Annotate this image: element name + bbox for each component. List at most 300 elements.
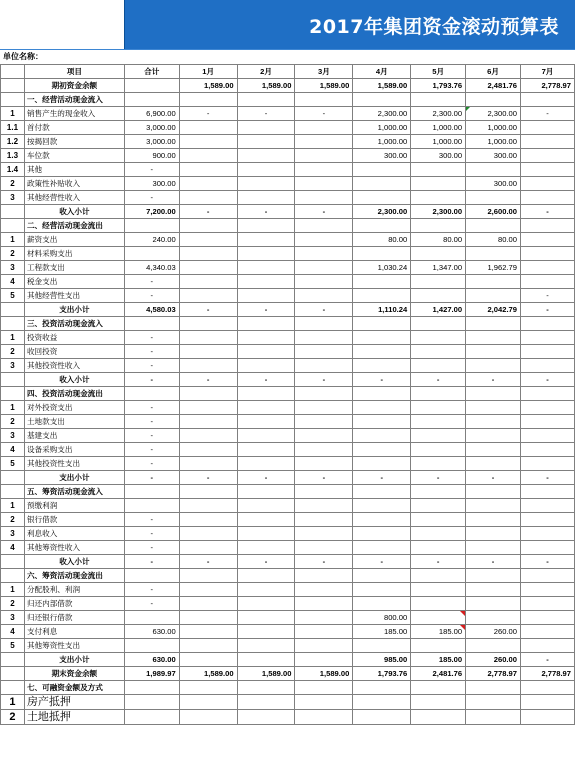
table-cell[interactable] [466,387,521,401]
table-cell[interactable]: - [353,373,411,387]
table-cell[interactable]: 2,300.00 [411,205,466,219]
row-label[interactable]: 其他筹资性收入 [24,541,124,555]
table-cell[interactable]: 630.00 [124,653,179,667]
table-cell[interactable] [179,695,237,710]
table-cell[interactable] [295,401,353,415]
table-cell[interactable] [295,261,353,275]
table-cell[interactable] [466,247,521,261]
table-cell[interactable] [179,149,237,163]
row-label[interactable]: 设备采购支出 [24,443,124,457]
column-header[interactable]: 4月 [353,65,411,79]
table-cell[interactable] [237,93,295,107]
table-cell[interactable]: 1,589.00 [237,667,295,681]
table-cell[interactable] [237,345,295,359]
table-cell[interactable] [237,135,295,149]
table-cell[interactable] [411,569,466,583]
table-cell[interactable] [466,583,521,597]
row-label[interactable]: 首付款 [24,121,124,135]
table-cell[interactable] [353,317,411,331]
table-cell[interactable] [411,681,466,695]
table-cell[interactable] [521,359,575,373]
row-label[interactable]: 其他 [24,163,124,177]
row-index[interactable] [1,569,25,583]
table-cell[interactable]: - [124,191,179,205]
table-cell[interactable]: - [521,653,575,667]
table-cell[interactable] [411,359,466,373]
table-cell[interactable] [353,177,411,191]
table-cell[interactable] [179,233,237,247]
table-cell[interactable] [295,289,353,303]
table-cell[interactable]: 7,200.00 [124,205,179,219]
row-label[interactable]: 七、可融资金额及方式 [24,681,124,695]
table-cell[interactable] [237,121,295,135]
table-cell[interactable] [353,401,411,415]
table-cell[interactable] [124,569,179,583]
table-cell[interactable] [237,163,295,177]
table-cell[interactable] [179,261,237,275]
row-label[interactable]: 土地抵押 [24,710,124,725]
row-label[interactable]: 分配股利、利润 [24,583,124,597]
row-label[interactable]: 房产抵押 [24,695,124,710]
table-cell[interactable] [411,247,466,261]
table-cell[interactable]: - [295,205,353,219]
row-label[interactable]: 收回投资 [24,345,124,359]
table-cell[interactable] [466,597,521,611]
row-index[interactable]: 1 [1,695,25,710]
table-cell[interactable]: - [466,373,521,387]
table-cell[interactable] [411,219,466,233]
table-cell[interactable] [411,499,466,513]
table-cell[interactable] [411,597,466,611]
row-index[interactable]: 1 [1,499,25,513]
table-cell[interactable]: - [521,555,575,569]
table-cell[interactable] [521,247,575,261]
table-cell[interactable] [179,513,237,527]
table-cell[interactable]: - [179,303,237,317]
table-cell[interactable]: - [124,289,179,303]
table-cell[interactable] [179,639,237,653]
table-cell[interactable]: - [124,163,179,177]
table-cell[interactable] [179,653,237,667]
table-cell[interactable] [295,191,353,205]
table-cell[interactable]: 1,989.97 [124,667,179,681]
row-label[interactable]: 投资收益 [24,331,124,345]
table-cell[interactable] [353,457,411,471]
table-cell[interactable] [466,219,521,233]
table-cell[interactable]: 2,300.00 [353,205,411,219]
table-cell[interactable] [295,695,353,710]
table-cell[interactable] [521,611,575,625]
table-cell[interactable] [237,331,295,345]
table-cell[interactable] [521,429,575,443]
table-cell[interactable] [124,499,179,513]
table-cell[interactable] [295,485,353,499]
column-header[interactable]: 合计 [124,65,179,79]
row-label[interactable]: 期初资金余额 [24,79,124,93]
table-cell[interactable] [521,499,575,513]
table-cell[interactable]: - [295,471,353,485]
row-label[interactable]: 其他投资性支出 [24,457,124,471]
table-cell[interactable]: - [179,471,237,485]
table-cell[interactable]: - [521,205,575,219]
table-cell[interactable]: 985.00 [353,653,411,667]
table-cell[interactable] [295,345,353,359]
table-cell[interactable]: 2,481.76 [411,667,466,681]
table-cell[interactable] [521,513,575,527]
table-cell[interactable] [411,331,466,345]
row-index[interactable] [1,317,25,331]
table-cell[interactable] [237,219,295,233]
table-cell[interactable] [353,387,411,401]
table-cell[interactable] [295,611,353,625]
row-index[interactable]: 5 [1,457,25,471]
table-cell[interactable]: - [124,527,179,541]
row-index[interactable] [1,667,25,681]
table-cell[interactable] [521,457,575,471]
table-cell[interactable] [295,387,353,401]
table-cell[interactable] [466,289,521,303]
table-cell[interactable] [353,513,411,527]
unit-name-row[interactable] [0,50,575,64]
row-label[interactable]: 销售产生的现金收入 [24,107,124,121]
table-cell[interactable] [295,317,353,331]
table-cell[interactable]: - [411,373,466,387]
table-cell[interactable] [124,710,179,725]
table-cell[interactable] [124,681,179,695]
row-label[interactable]: 其他投资性收入 [24,359,124,373]
table-cell[interactable]: 2,300.00 [353,107,411,121]
table-cell[interactable] [237,275,295,289]
row-index[interactable]: 3 [1,527,25,541]
table-cell[interactable] [295,415,353,429]
table-cell[interactable] [466,331,521,345]
table-cell[interactable] [179,177,237,191]
row-label[interactable]: 二、经营活动现金流出 [24,219,124,233]
table-cell[interactable]: 80.00 [466,233,521,247]
table-cell[interactable]: 2,778.97 [466,667,521,681]
row-label[interactable]: 银行借款 [24,513,124,527]
table-cell[interactable] [466,681,521,695]
row-label[interactable]: 一、经营活动现金流入 [24,93,124,107]
table-cell[interactable]: 80.00 [411,233,466,247]
table-cell[interactable]: 185.00 [411,625,466,639]
table-cell[interactable] [295,359,353,373]
table-cell[interactable] [237,401,295,415]
table-cell[interactable] [521,219,575,233]
table-cell[interactable] [411,387,466,401]
table-cell[interactable] [466,93,521,107]
table-cell[interactable] [237,177,295,191]
table-cell[interactable]: 1,962.79 [466,261,521,275]
row-index[interactable] [1,79,25,93]
table-cell[interactable] [237,583,295,597]
table-cell[interactable] [124,485,179,499]
table-cell[interactable] [237,541,295,555]
table-cell[interactable]: - [237,107,295,121]
table-cell[interactable] [179,135,237,149]
row-index[interactable]: 2 [1,177,25,191]
table-cell[interactable]: - [124,359,179,373]
row-label[interactable]: 基建支出 [24,429,124,443]
table-cell[interactable] [521,345,575,359]
row-label[interactable]: 按揭回款 [24,135,124,149]
table-cell[interactable] [466,443,521,457]
column-header[interactable]: 6月 [466,65,521,79]
table-cell[interactable] [353,597,411,611]
row-index[interactable]: 1 [1,583,25,597]
table-cell[interactable] [179,247,237,261]
table-cell[interactable]: 4,580.03 [124,303,179,317]
table-cell[interactable] [521,443,575,457]
table-cell[interactable] [521,317,575,331]
table-cell[interactable] [237,387,295,401]
table-cell[interactable]: - [411,555,466,569]
table-cell[interactable]: - [521,373,575,387]
table-cell[interactable]: - [295,303,353,317]
row-label[interactable]: 支出小计 [24,653,124,667]
row-label[interactable]: 支出小计 [24,303,124,317]
table-cell[interactable]: - [295,373,353,387]
row-index[interactable]: 2 [1,597,25,611]
row-index[interactable]: 1.3 [1,149,25,163]
table-cell[interactable] [353,275,411,289]
table-cell[interactable]: 2,300.00 [411,107,466,121]
table-cell[interactable] [521,485,575,499]
column-header[interactable]: 1月 [179,65,237,79]
table-cell[interactable] [295,177,353,191]
table-cell[interactable] [353,695,411,710]
row-index[interactable]: 3 [1,191,25,205]
table-cell[interactable] [237,359,295,373]
table-cell[interactable] [179,457,237,471]
table-cell[interactable]: 2,600.00 [466,205,521,219]
row-label[interactable]: 利息收入 [24,527,124,541]
table-cell[interactable] [353,527,411,541]
table-cell[interactable]: 300.00 [411,149,466,163]
row-label[interactable]: 政策性补贴收入 [24,177,124,191]
row-label[interactable]: 车位款 [24,149,124,163]
column-header[interactable]: 3月 [295,65,353,79]
table-cell[interactable] [411,695,466,710]
row-index[interactable]: 1 [1,401,25,415]
table-cell[interactable] [237,289,295,303]
table-cell[interactable] [237,191,295,205]
row-label[interactable]: 五、筹资活动现金流入 [24,485,124,499]
table-cell[interactable] [237,513,295,527]
table-cell[interactable] [237,569,295,583]
table-cell[interactable]: - [353,471,411,485]
table-cell[interactable]: 1,589.00 [179,667,237,681]
table-cell[interactable] [295,597,353,611]
table-cell[interactable]: - [124,597,179,611]
table-cell[interactable]: - [124,443,179,457]
table-cell[interactable] [237,625,295,639]
table-cell[interactable] [466,695,521,710]
table-cell[interactable]: 3,000.00 [124,121,179,135]
row-label[interactable]: 期末资金余额 [24,667,124,681]
table-cell[interactable]: - [295,555,353,569]
table-cell[interactable] [295,331,353,345]
table-cell[interactable] [179,387,237,401]
table-cell[interactable] [179,163,237,177]
table-cell[interactable] [521,149,575,163]
table-cell[interactable] [411,163,466,177]
table-cell[interactable]: 300.00 [466,177,521,191]
table-cell[interactable]: - [124,541,179,555]
table-cell[interactable] [353,499,411,513]
table-cell[interactable]: 630.00 [124,625,179,639]
table-cell[interactable]: - [124,583,179,597]
table-cell[interactable] [124,79,179,93]
row-index[interactable]: 5 [1,639,25,653]
row-label[interactable]: 材料采购支出 [24,247,124,261]
table-cell[interactable]: - [179,373,237,387]
table-cell[interactable] [353,345,411,359]
column-header[interactable]: 7月 [521,65,575,79]
table-cell[interactable] [179,93,237,107]
row-label[interactable]: 税金支出 [24,275,124,289]
table-cell[interactable] [521,191,575,205]
table-cell[interactable] [411,275,466,289]
table-cell[interactable]: - [124,373,179,387]
table-cell[interactable] [295,710,353,725]
table-cell[interactable] [124,247,179,261]
table-cell[interactable] [411,611,466,625]
table-cell[interactable]: 2,300.00 [466,107,521,121]
table-cell[interactable] [237,261,295,275]
row-index[interactable]: 4 [1,443,25,457]
table-cell[interactable] [237,415,295,429]
row-index[interactable]: 4 [1,275,25,289]
table-cell[interactable] [237,527,295,541]
table-cell[interactable]: 1,000.00 [353,121,411,135]
table-cell[interactable] [124,695,179,710]
row-index[interactable]: 1.4 [1,163,25,177]
table-cell[interactable] [179,681,237,695]
table-cell[interactable] [466,275,521,289]
table-cell[interactable] [353,415,411,429]
table-cell[interactable] [521,261,575,275]
table-cell[interactable] [295,457,353,471]
table-cell[interactable] [411,513,466,527]
table-cell[interactable]: 1,793.76 [411,79,466,93]
column-header[interactable]: 5月 [411,65,466,79]
table-cell[interactable] [124,387,179,401]
table-cell[interactable] [237,639,295,653]
table-cell[interactable]: - [411,471,466,485]
table-cell[interactable] [179,485,237,499]
table-cell[interactable] [295,541,353,555]
table-cell[interactable] [295,121,353,135]
table-cell[interactable]: 1,000.00 [411,121,466,135]
table-cell[interactable]: 300.00 [353,149,411,163]
table-cell[interactable] [411,710,466,725]
table-cell[interactable]: 1,030.24 [353,261,411,275]
table-cell[interactable] [353,710,411,725]
table-cell[interactable] [179,275,237,289]
table-cell[interactable]: 2,481.76 [466,79,521,93]
table-cell[interactable]: - [466,555,521,569]
table-cell[interactable]: 1,000.00 [411,135,466,149]
table-cell[interactable] [179,289,237,303]
row-index[interactable] [1,555,25,569]
table-cell[interactable] [466,429,521,443]
table-cell[interactable] [237,317,295,331]
table-cell[interactable] [466,569,521,583]
table-cell[interactable] [466,359,521,373]
row-index[interactable]: 2 [1,513,25,527]
table-cell[interactable] [521,331,575,345]
table-cell[interactable]: - [237,303,295,317]
table-cell[interactable] [353,485,411,499]
row-label[interactable]: 支付利息 [24,625,124,639]
row-label[interactable]: 收入小计 [24,373,124,387]
table-cell[interactable] [179,191,237,205]
table-cell[interactable]: 240.00 [124,233,179,247]
table-cell[interactable] [521,415,575,429]
table-cell[interactable] [124,639,179,653]
table-cell[interactable]: - [179,107,237,121]
table-cell[interactable]: 1,589.00 [237,79,295,93]
table-cell[interactable] [295,247,353,261]
table-cell[interactable] [411,639,466,653]
table-cell[interactable] [353,163,411,177]
table-cell[interactable] [295,149,353,163]
table-cell[interactable] [237,443,295,457]
table-cell[interactable] [295,527,353,541]
table-cell[interactable] [295,93,353,107]
table-cell[interactable] [179,597,237,611]
table-cell[interactable] [521,541,575,555]
table-cell[interactable] [466,710,521,725]
table-cell[interactable] [353,429,411,443]
table-cell[interactable] [237,695,295,710]
table-cell[interactable] [466,163,521,177]
row-index[interactable]: 2 [1,247,25,261]
row-index[interactable]: 3 [1,611,25,625]
table-cell[interactable] [521,695,575,710]
table-cell[interactable] [521,681,575,695]
table-cell[interactable]: 900.00 [124,149,179,163]
table-cell[interactable] [521,710,575,725]
table-cell[interactable]: - [521,107,575,121]
table-cell[interactable] [237,710,295,725]
table-cell[interactable]: 1,589.00 [295,667,353,681]
table-cell[interactable]: 2,778.97 [521,79,575,93]
row-label[interactable]: 其他经营性支出 [24,289,124,303]
table-cell[interactable] [411,191,466,205]
table-cell[interactable] [179,345,237,359]
table-cell[interactable] [521,527,575,541]
table-cell[interactable]: 1,589.00 [295,79,353,93]
table-cell[interactable] [411,401,466,415]
table-cell[interactable]: 1,589.00 [179,79,237,93]
row-label[interactable]: 三、投资活动现金流入 [24,317,124,331]
table-cell[interactable] [237,485,295,499]
table-cell[interactable] [295,681,353,695]
row-label[interactable]: 对外投资支出 [24,401,124,415]
table-cell[interactable] [295,163,353,177]
table-cell[interactable]: 1,000.00 [466,121,521,135]
row-index[interactable]: 2 [1,710,25,725]
table-cell[interactable] [411,429,466,443]
table-cell[interactable]: 1,000.00 [353,135,411,149]
table-cell[interactable]: - [124,415,179,429]
table-cell[interactable] [237,611,295,625]
table-cell[interactable] [521,401,575,415]
table-cell[interactable]: 1,110.24 [353,303,411,317]
table-cell[interactable]: 185.00 [353,625,411,639]
